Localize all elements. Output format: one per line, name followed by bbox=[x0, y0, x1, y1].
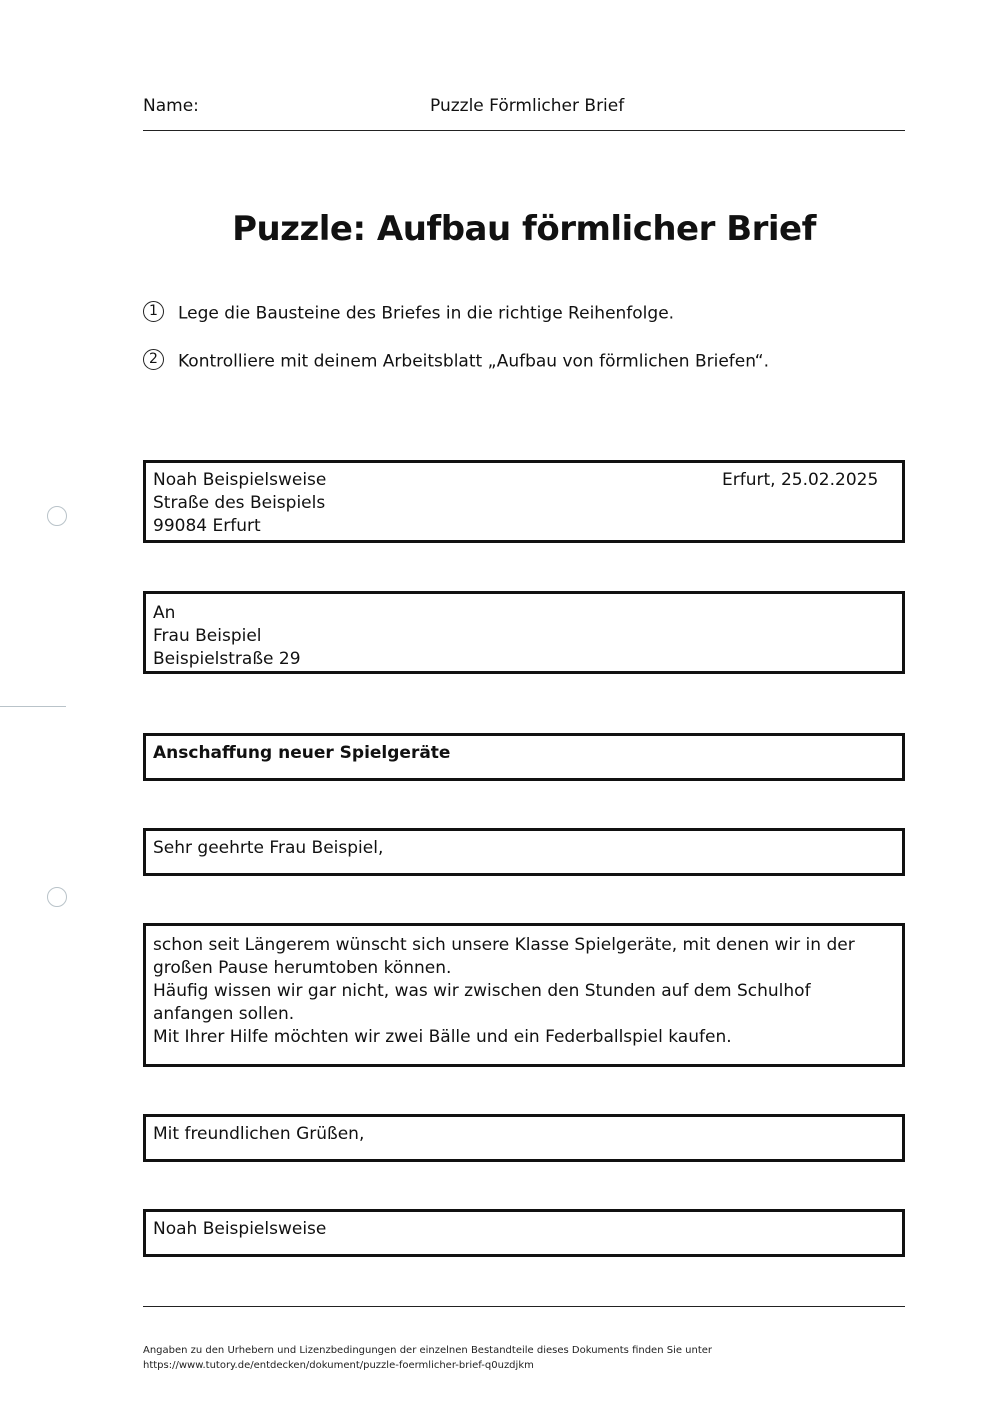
sender-city: 99084 Erfurt bbox=[153, 516, 261, 536]
subject-text: Anschaffung neuer Spielgeräte bbox=[153, 743, 451, 763]
recipient-name: Frau Beispiel bbox=[153, 626, 262, 646]
sender-street: Straße des Beispiels bbox=[153, 493, 326, 513]
page-footer bbox=[143, 1343, 712, 1373]
punch-hole-top bbox=[47, 506, 67, 526]
punch-hole-bottom bbox=[47, 887, 67, 907]
closing-block[interactable] bbox=[143, 1114, 905, 1162]
task-text: Lege die Bausteine des Briefes in die richtige Reihenfolge. bbox=[178, 303, 675, 324]
salutation-block[interactable] bbox=[143, 828, 905, 876]
task-text: Kontrolliere mit deinem Arbeitsblatt „Aufbau von förmlichen Briefen“. bbox=[178, 351, 769, 372]
footer-license-note: Angaben zu den Urhebern und Lizenzbedingungen der einzelnen Bestandteile dieses Dokuments finden Sie unter bbox=[143, 1345, 713, 1356]
sender-name: Noah Beispielsweise bbox=[153, 470, 327, 490]
footer-divider bbox=[143, 1306, 905, 1307]
salutation-text: Sehr geehrte Frau Beispiel, bbox=[153, 838, 384, 858]
page-title: Puzzle: Aufbau förmlicher Brief bbox=[232, 209, 816, 249]
recipient-street: Beispielstraße 29 bbox=[153, 649, 301, 669]
letter-date: Erfurt, 25.02.2025 bbox=[722, 470, 879, 490]
recipient-prefix: An bbox=[153, 603, 176, 623]
body-paragraph: Mit Ihrer Hilfe möchten wir zwei Bälle und ein Federballspiel kaufen. bbox=[153, 1027, 732, 1047]
sender-block[interactable] bbox=[143, 460, 905, 543]
signature-text: Noah Beispielsweise bbox=[153, 1219, 327, 1239]
footer-url: https://www.tutory.de/entdecken/dokument/puzzle-foermlicher-brief-q0uzdjkm bbox=[143, 1360, 534, 1371]
task-1 bbox=[143, 303, 674, 324]
recipient-block[interactable] bbox=[143, 591, 905, 674]
closing-text: Mit freundlichen Grüßen, bbox=[153, 1124, 365, 1144]
body-block[interactable] bbox=[143, 923, 905, 1067]
signature-block[interactable] bbox=[143, 1209, 905, 1257]
fold-mark bbox=[0, 706, 66, 707]
page-header bbox=[143, 94, 905, 131]
task-number-badge: 1 bbox=[143, 301, 164, 322]
task-number-badge: 2 bbox=[143, 349, 164, 370]
header-document-title: Puzzle Förmlicher Brief bbox=[430, 96, 625, 116]
subject-block[interactable] bbox=[143, 733, 905, 781]
task-2 bbox=[143, 351, 769, 372]
body-paragraph: schon seit Längerem wünscht sich unsere Klasse Spielgeräte, mit denen wir in der großen Pause herumtoben können. bbox=[153, 935, 855, 978]
name-label: Name: bbox=[143, 96, 199, 116]
body-paragraph: Häufig wissen wir gar nicht, was wir zwischen den Stunden auf dem Schulhof anfangen sollen. bbox=[153, 981, 811, 1024]
